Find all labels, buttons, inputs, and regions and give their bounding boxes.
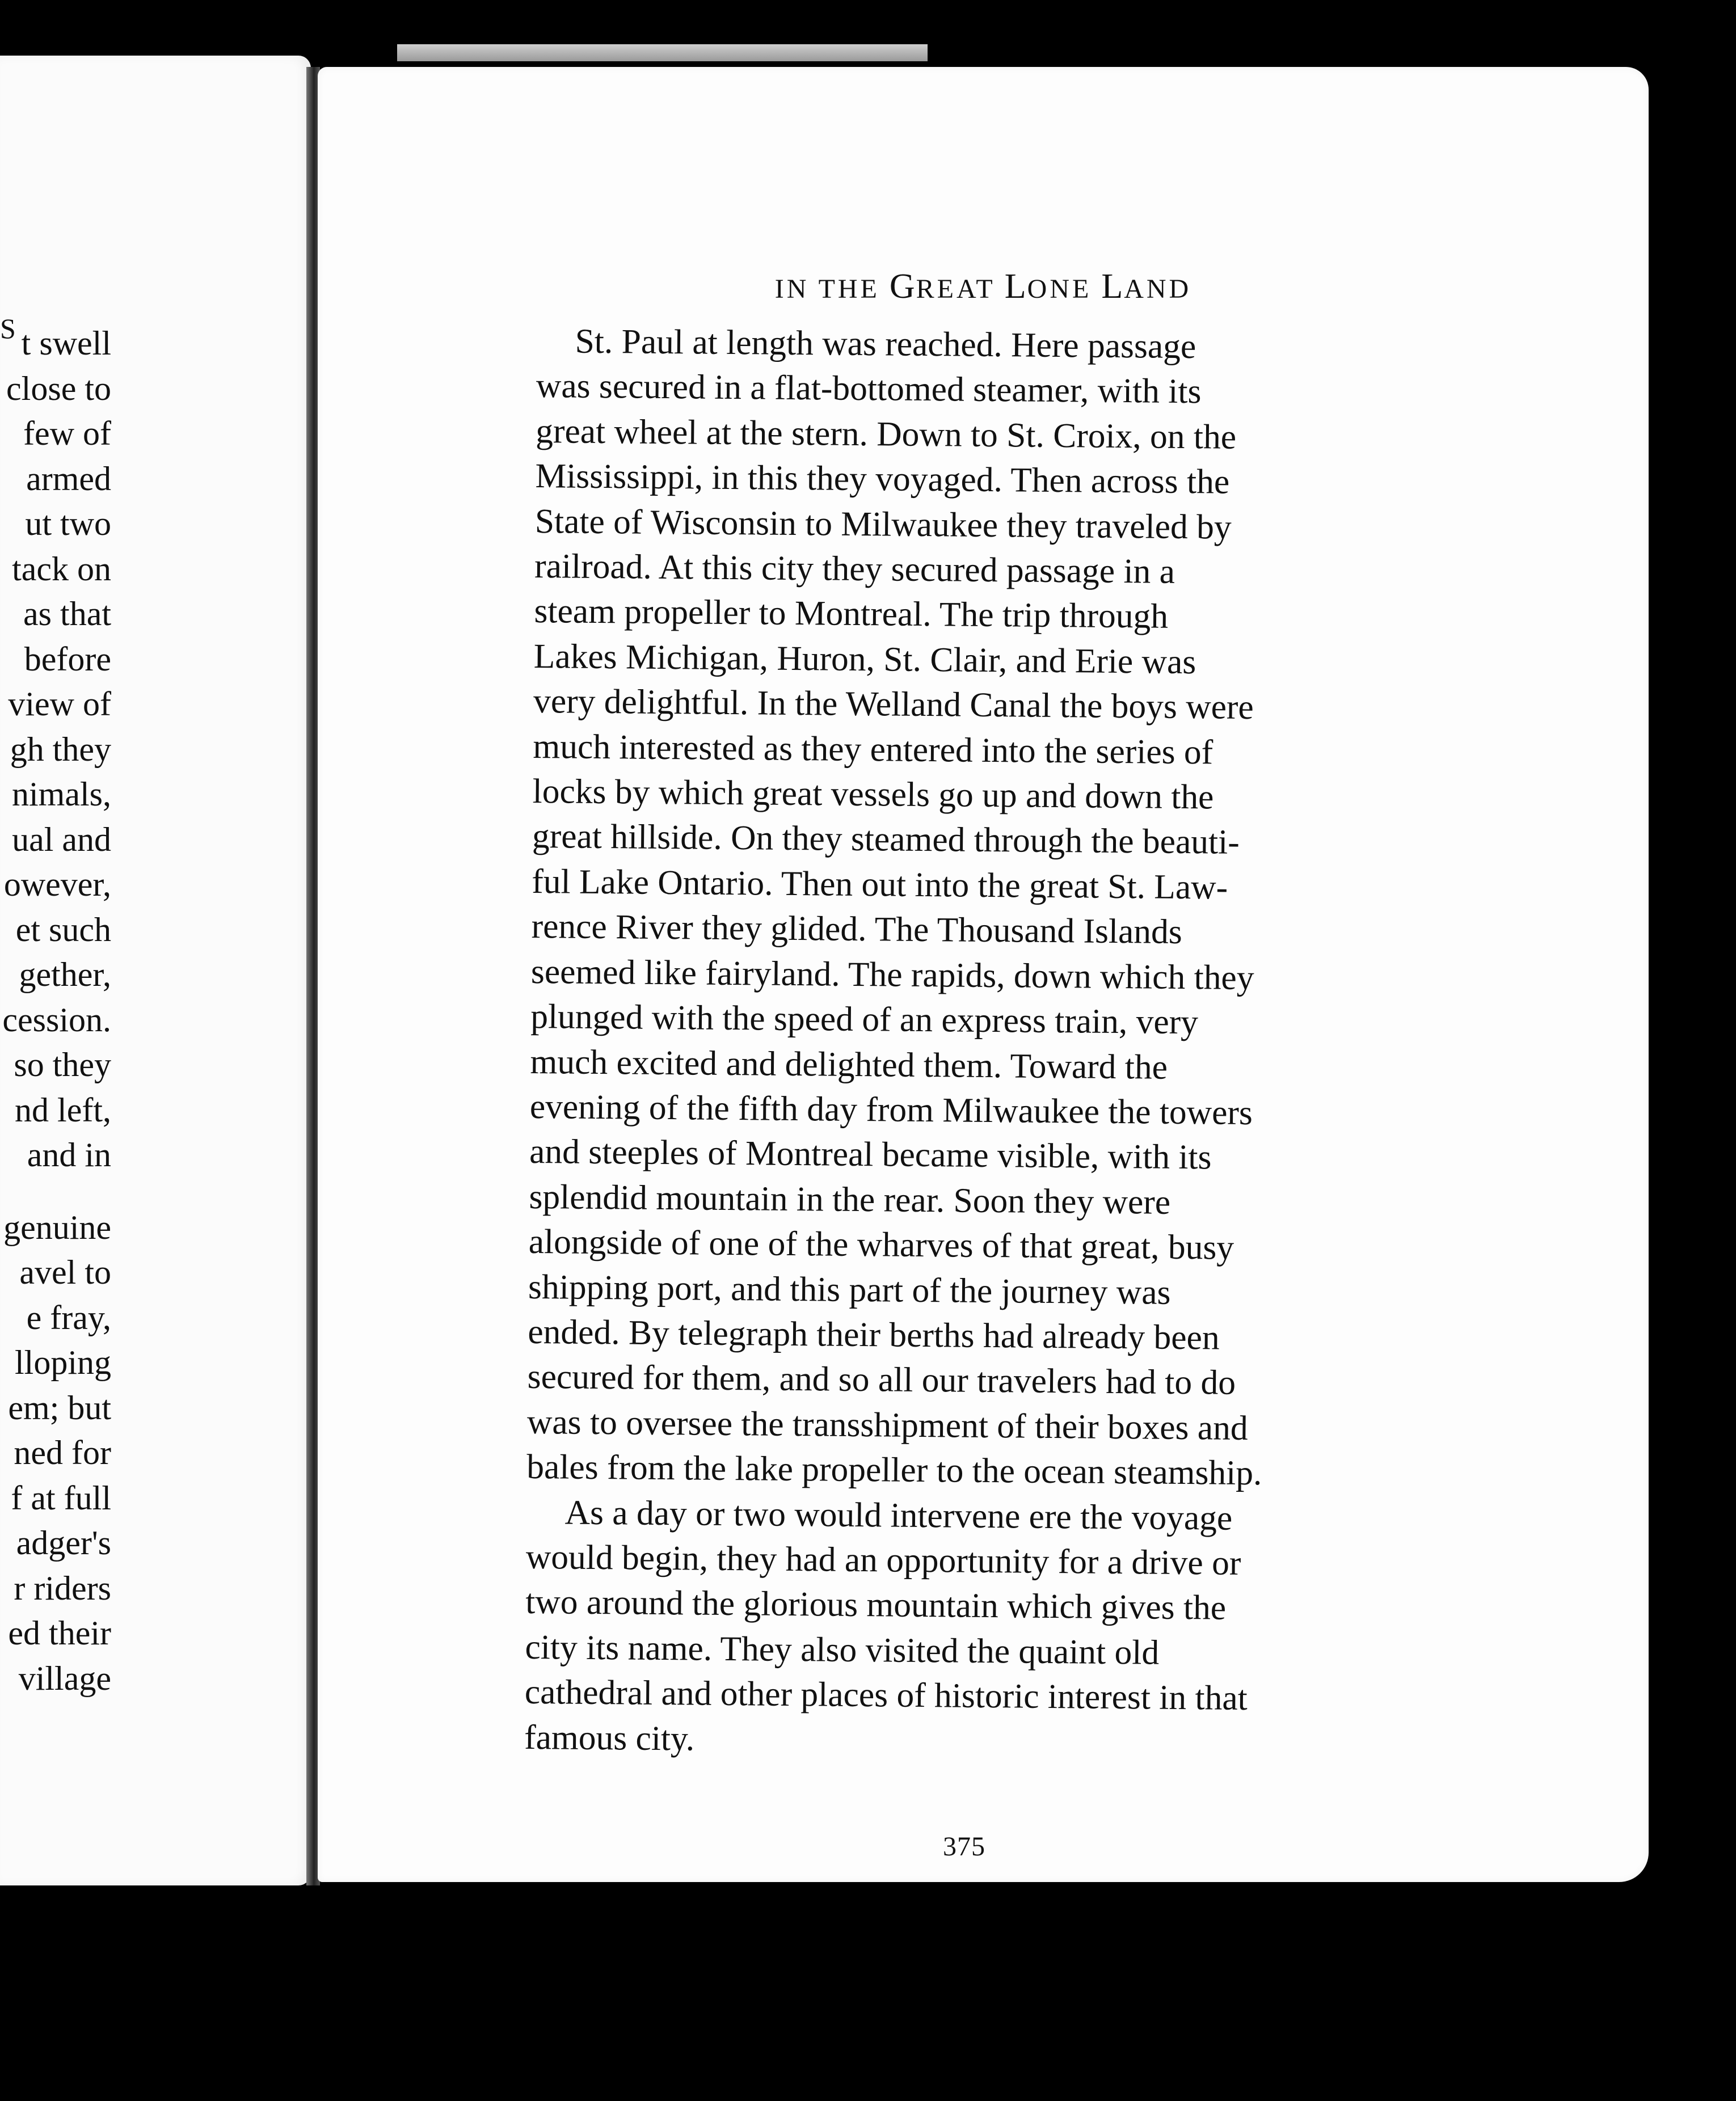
text-line: State of Wisconsin to Milwaukee they traveled by — [534, 501, 1232, 547]
text-line: view of — [8, 685, 111, 723]
text-line: genuine — [3, 1208, 111, 1246]
text-line: lloping — [14, 1344, 111, 1381]
text-line: ut two — [25, 505, 111, 542]
text-line: ed their — [8, 1614, 111, 1652]
running-head-initial: G — [889, 267, 916, 306]
text-line: nimals, — [12, 775, 111, 813]
text-line: em; but — [8, 1389, 111, 1427]
left-page — [0, 56, 311, 1885]
text-line: was to oversee the transshipment of their boxes and — [526, 1402, 1248, 1448]
paragraph-gap — [0, 1178, 111, 1205]
text-line: owever, — [3, 866, 111, 903]
text-line: alongside of one of the wharves of that great, busy — [528, 1222, 1234, 1267]
text-line: would begin, they had an opportunity for a drive or — [525, 1537, 1241, 1583]
text-line: secured for them, and so all our travelers had to do — [527, 1357, 1236, 1403]
text-line: locks by which great vessels go up and down the — [532, 772, 1214, 817]
text-line: nd left, — [15, 1091, 111, 1129]
text-line: railroad. At this city they secured passage in a — [534, 547, 1175, 591]
running-head-part: AND — [1124, 274, 1192, 304]
text-line: St. Paul at length was reached. Here passage — [575, 322, 1196, 366]
text-line: cathedral and other places of historic interest in that — [524, 1673, 1248, 1718]
text-line: seemed like fairyland. The rapids, down which they — [530, 952, 1254, 997]
text-line: splendid mountain in the rear. Soon they were — [529, 1177, 1171, 1222]
text-line: great hillside. On they steamed through the beauti- — [532, 817, 1240, 862]
text-line: much excited and delighted them. Toward the — [530, 1042, 1168, 1087]
text-line: so they — [14, 1046, 111, 1083]
right-page — [318, 67, 1649, 1882]
text-line: Lakes Michigan, Huron, St. Clair, and Erie was — [533, 636, 1196, 682]
text-line: et such — [15, 910, 111, 948]
text-line: As a day or two would intervene ere the voyage — [564, 1493, 1233, 1538]
text-line: as that — [23, 595, 111, 632]
text-line: famous city. — [524, 1718, 695, 1758]
paragraph — [526, 319, 1262, 1495]
text-line: city its name. They also visited the quaint old — [525, 1627, 1160, 1672]
text-line: and steeples of Montreal became visible, with its — [529, 1132, 1212, 1177]
text-line: f at full — [11, 1479, 111, 1517]
text-line: few of — [23, 415, 111, 452]
text-line: bales from the lake propeller to the ocean steamship. — [526, 1448, 1262, 1493]
text-line: r riders — [14, 1569, 111, 1607]
text-line: very delightful. In the Welland Canal the boys were — [533, 682, 1254, 727]
running-head-part: IN THE — [774, 274, 890, 304]
text-line: two around the glorious mountain which gives the — [525, 1583, 1227, 1628]
running-head — [318, 267, 1649, 307]
text-line: tack on — [12, 550, 111, 588]
text-line: and in — [27, 1136, 111, 1174]
text-line: ful Lake Ontario. Then out into the great St. Law- — [532, 862, 1228, 907]
left-page-running-head: S — [0, 313, 18, 344]
page-number: 375 — [943, 1832, 985, 1862]
text-line: ual and — [12, 820, 111, 858]
text-line: t swell — [21, 324, 111, 362]
text-line: e fray, — [26, 1298, 111, 1336]
scan-tape-strip — [397, 44, 928, 61]
text-line: evening of the fifth day from Milwaukee the towers — [529, 1087, 1253, 1132]
running-head-part: ONE — [1027, 274, 1102, 304]
text-line: great wheel at the stern. Down to St. Croix, on the — [535, 411, 1237, 457]
text-line: Mississippi, in this they voyaged. Then across the — [535, 457, 1230, 501]
running-head-initial: L — [1004, 267, 1027, 306]
text-line: ended. By telegraph their berths had already been — [528, 1312, 1220, 1357]
text-line: gether, — [19, 956, 111, 993]
text-line: ned for — [14, 1434, 111, 1471]
text-line: steam propeller to Montreal. The trip through — [534, 592, 1169, 636]
text-line: avel to — [19, 1254, 111, 1291]
text-line: close to — [6, 369, 111, 407]
text-line: gh they — [10, 730, 111, 768]
text-line: much interested as they entered into the series of — [533, 727, 1213, 772]
running-head-initial: L — [1101, 267, 1124, 306]
text-line: cession. — [2, 1001, 111, 1039]
left-page-text — [0, 321, 111, 1701]
text-line: armed — [26, 459, 111, 497]
text-line: rence River they glided. The Thousand Islands — [531, 907, 1183, 952]
text-line: was secured in a flat-bottomed steamer, with its — [536, 366, 1202, 411]
body-text — [524, 319, 1262, 1765]
running-head-part: REAT — [916, 274, 1005, 304]
text-line: before — [24, 640, 111, 678]
paragraph — [524, 1490, 1248, 1765]
text-line: shipping port, and this part of the journey was — [528, 1267, 1171, 1312]
text-line: village — [18, 1659, 111, 1697]
text-line: adger's — [16, 1524, 111, 1562]
text-line: plunged with the speed of an express train, very — [530, 997, 1199, 1042]
